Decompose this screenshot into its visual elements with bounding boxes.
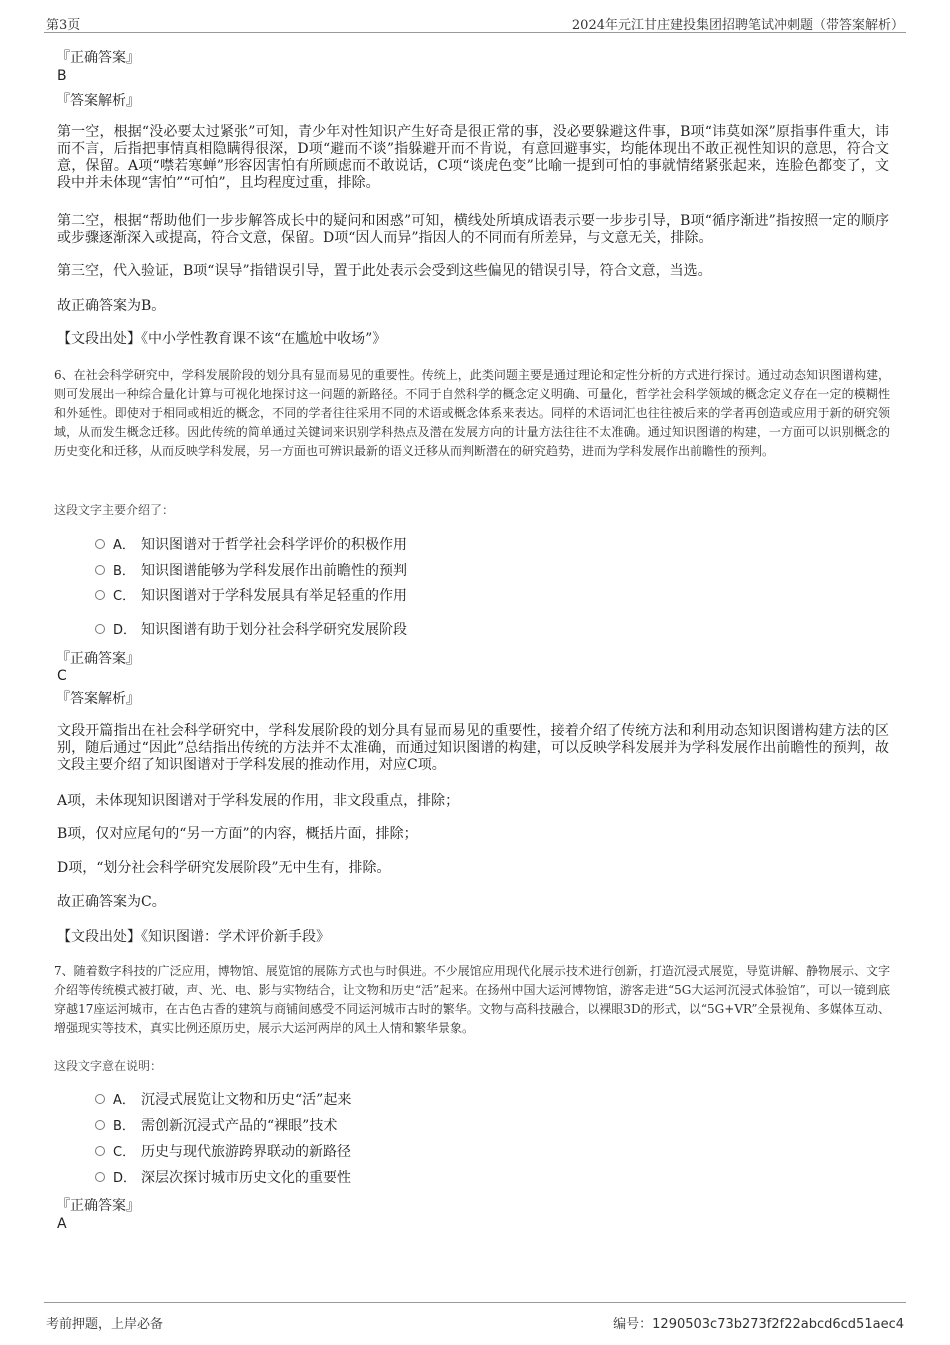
radio-icon[interactable] <box>95 1120 105 1130</box>
analysis-paragraph: A项，未体现知识图谱对于学科发展的作用，非文段重点，排除； <box>57 793 460 809</box>
footer-slogan: 考前押题，上岸必备 <box>46 1317 164 1332</box>
analysis-paragraph: 第二空，根据“帮助他们一步步解答成长中的疑问和困惑”可知，横线处所填成语表示要一步步引导，B项“循序渐进”指按照一定的顺序或步骤逐渐深入或提高，符合文意，保留。D项“因人而异”指因人的不同而有所差异，与文意无关，排除。 <box>57 213 889 246</box>
question-6-option-c[interactable]: C． 知识图谱对于学科发展具有举足轻重的作用 <box>95 586 407 606</box>
answer-label: 『正确答案』 <box>56 651 140 667</box>
analysis-conclusion: 故正确答案为B。 <box>57 298 166 314</box>
analysis-paragraph: 第三空，代入验证，B项“误导”指错误引导，置于此处表示会受到这些偏见的错误引导，符合文意，当选。 <box>57 263 712 279</box>
question-7-option-b[interactable]: B． 需创新沉浸式产品的“裸眼”技术 <box>95 1116 337 1136</box>
analysis-label: 『答案解析』 <box>56 691 140 707</box>
radio-icon[interactable] <box>95 539 105 549</box>
answer-label: 『正确答案』 <box>56 50 140 66</box>
question-7-option-a[interactable]: A． 沉浸式展览让文物和历史“活”起来 <box>95 1090 351 1110</box>
document-title: 2024年元江甘庄建投集团招聘笔试冲刺题（带答案解析） <box>571 18 904 33</box>
source-citation: 【文段出处】《中小学性教育课不该“在尴尬中收场”》 <box>57 331 387 347</box>
question-7-option-d[interactable]: D． 深层次探讨城市历史文化的重要性 <box>95 1168 351 1188</box>
question-7-option-c[interactable]: C． 历史与现代旅游跨界联动的新路径 <box>95 1142 351 1162</box>
analysis-paragraph: B项，仅对应尾句的“另一方面”的内容，概括片面，排除； <box>57 826 418 842</box>
analysis-paragraph: 文段开篇指出在社会科学研究中，学科发展阶段的划分具有显而易见的重要性，接着介绍了传统方法和利用动态知识图谱构建方法的区别，随后通过“因此”总结指出传统的方法并不太准确，而通过知识图谱的构建，可以反映学科发展并为学科发展作出前瞻性的预判，故文段主要介绍了知识图谱对于学科发展的推动作用，对应C项。 <box>57 723 889 773</box>
radio-icon[interactable] <box>95 1172 105 1182</box>
radio-icon[interactable] <box>95 624 105 634</box>
correct-answer: C <box>57 668 67 684</box>
radio-icon[interactable] <box>95 590 105 600</box>
radio-icon[interactable] <box>95 565 105 575</box>
document-code-value: 1290503c73b273f2f22abcd6cd51aec4 <box>652 1317 904 1332</box>
correct-answer: B <box>57 68 67 84</box>
document-code-label: 编号： <box>613 1317 653 1332</box>
analysis-conclusion: 故正确答案为C。 <box>57 894 166 910</box>
radio-icon[interactable] <box>95 1146 105 1156</box>
correct-answer: A <box>57 1216 67 1232</box>
analysis-paragraph: D项，“划分社会科学研究发展阶段”无中生有，排除。 <box>57 860 391 876</box>
analysis-label: 『答案解析』 <box>56 93 140 109</box>
answer-label: 『正确答案』 <box>56 1198 140 1214</box>
question-6-text: 6、在社会科学研究中，学科发展阶段的划分具有显而易见的重要性。传统上，此类问题主要是通过理论和定性分析的方式进行探讨。通过动态知识图谱构建，则可发展出一种综合量化计算与可视化地探讨这一问题的新路径。不同于自然科学的概念定义明确、可量化，哲学社会科学领域的概念定义存在一定的模糊性和外延性。即使对于相同或相近的概念，不同的学者往往采用不同的术语或概念体系来表达。同样的术语词汇也往往被后来的学者再创造或应用于新的研究领域，从而发生概念迁移。因此传统的简单通过关键词来识别学科热点及潜在发展方向的计量方法往往不太准确。通过知识图谱的构建，一方面可以识别概念的历史变化和迁移，从而反映学科发展，另一方面也可辨识最新的语义迁移从而判断潜在的研究趋势，进而为学科发展作出前瞻性的预判。 <box>54 368 890 458</box>
question-6-prompt: 这段文字主要介绍了： <box>54 503 175 517</box>
analysis-paragraph: 第一空，根据“没必要太过紧张”可知，青少年对性知识产生好奇是很正常的事，没必要躲避这件事，B项“讳莫如深”原指事件重大，讳而不言，后指把事情真相隐瞒得很深，D项“避而不谈”指躲避开而不肯说，有意回避事实，均能体现出不敢正视性知识的意思，符合文意，保留。A项“噤若寒蝉”形容因害怕有所顾虑而不敢说话，C项“谈虎色变”比喻一提到可怕的事就情绪紧张起来，连脸色都变了，文段中并未体现“害怕”“可怕”，且均程度过重，排除。 <box>57 124 889 191</box>
radio-icon[interactable] <box>95 1094 105 1104</box>
source-citation: 【文段出处】《知识图谱：学术评价新手段》 <box>57 929 330 945</box>
page-footer <box>44 1302 906 1332</box>
question-6-option-d[interactable]: D． 知识图谱有助于划分社会科学研究发展阶段 <box>95 620 407 640</box>
question-7-text: 7、随着数字科技的广泛应用，博物馆、展览馆的展陈方式也与时俱进。不少展馆应用现代化展示技术进行创新，打造沉浸式展览，导览讲解、静物展示、文字介绍等传统模式被打破，声、光、电、影与实物结合，让文物和历史“活”起来。在扬州中国大运河博物馆，游客走进“5G大运河沉浸式体验馆”，可以一镜到底穿越17座运河城市，在古色古香的建筑与商铺间感受不同运河城市古时的繁华。文物与高科技融合，以裸眼3D的形式，以“5G+VR”全景视角、多媒体互动、增强现实等技术，真实比例还原历史，展示大运河两岸的风土人情和繁华景象。 <box>54 964 890 1035</box>
page-header <box>44 12 906 33</box>
question-6-option-b[interactable]: B． 知识图谱能够为学科发展作出前瞻性的预判 <box>95 561 407 581</box>
question-6-option-a[interactable]: A． 知识图谱对于哲学社会科学评价的积极作用 <box>95 535 407 555</box>
page-number: 第3页 <box>46 18 81 33</box>
document-code <box>613 1313 904 1332</box>
question-7-prompt: 这段文字意在说明： <box>54 1059 163 1073</box>
